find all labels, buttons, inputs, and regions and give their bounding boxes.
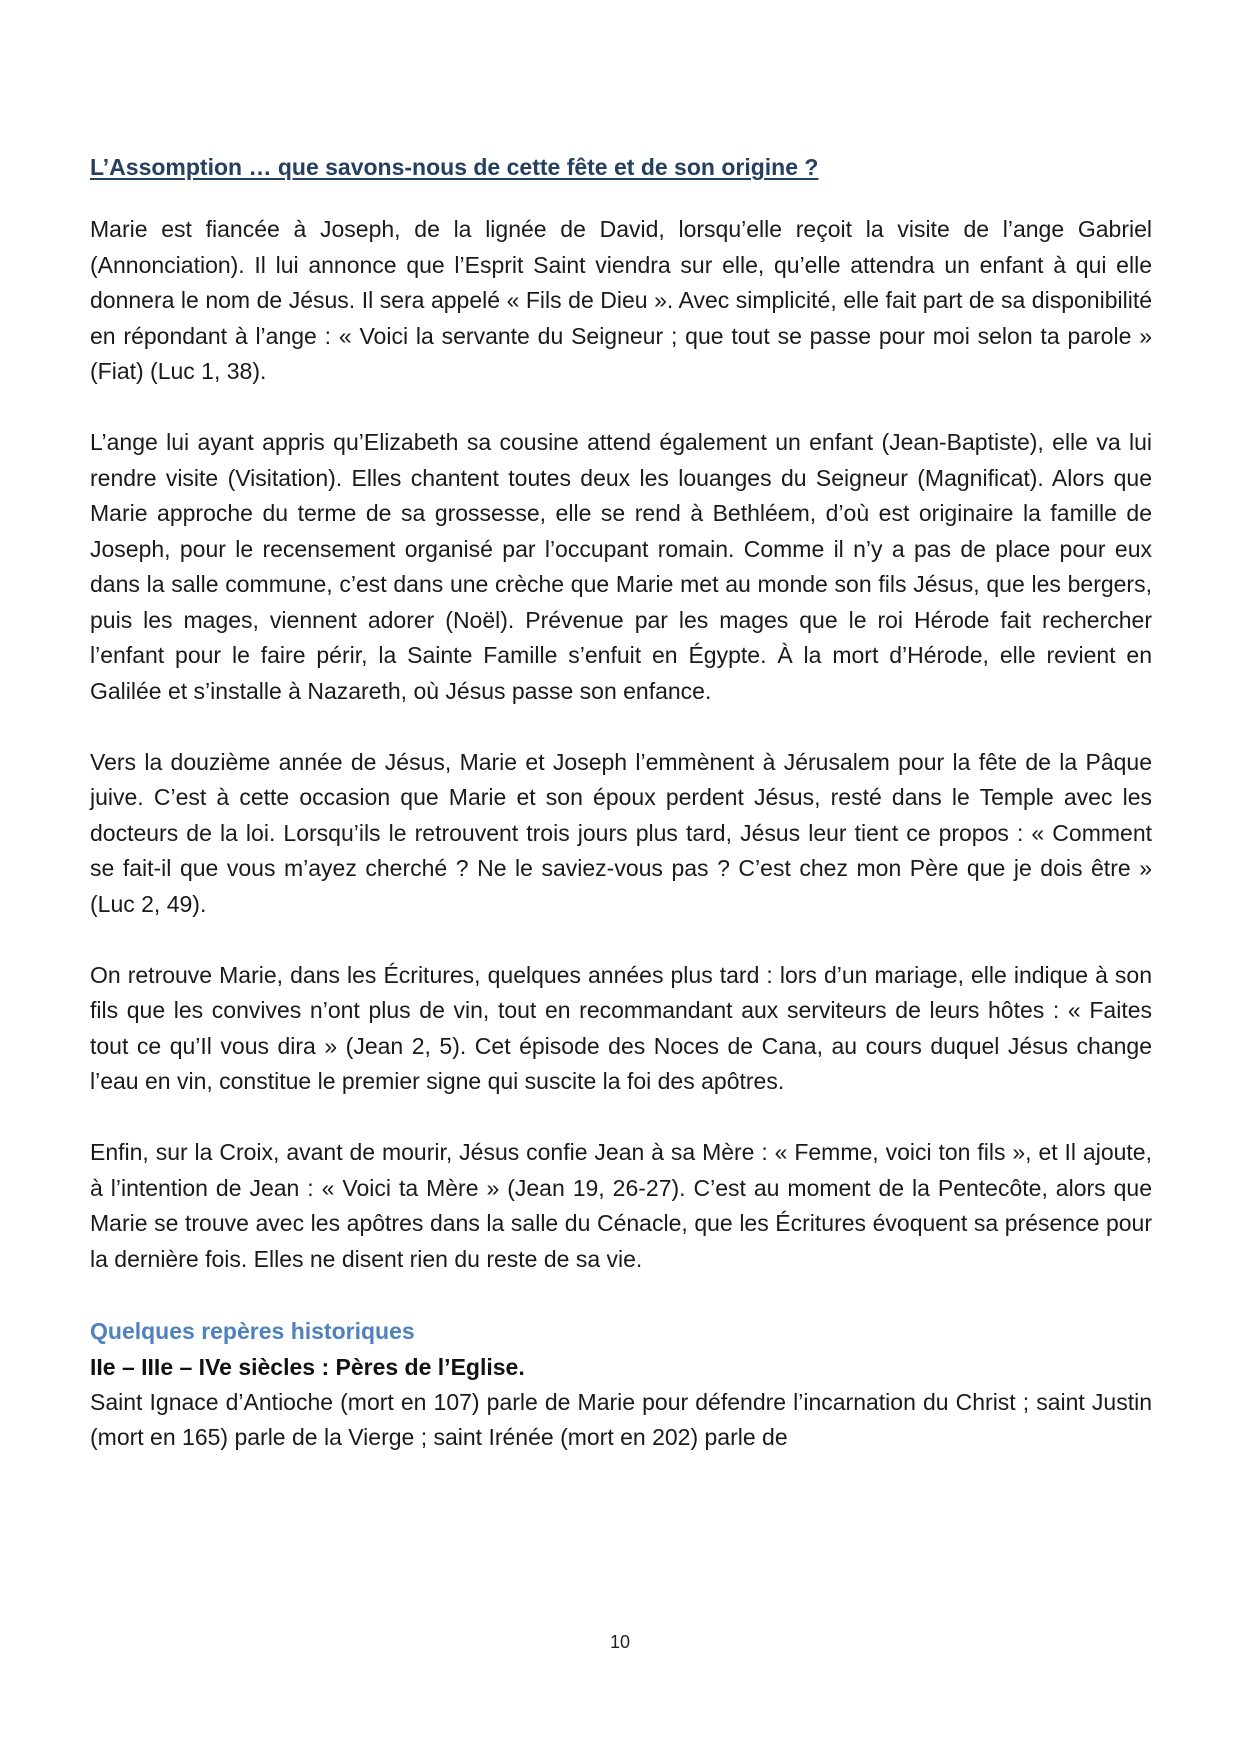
paragraph-cross: Enfin, sur la Croix, avant de mourir, Jésus confie Jean à sa Mère : « Femme, voici ton fils », et Il ajoute, à l’intention de Jean : « Voici ta Mère » (Jean 19, 26-27). C’est au moment de la Pentecôte, alors que Marie se trouve avec les apôtres dans la salle du Cénacle, que les Écritures évoquent sa présence pour la dernière fois. Elles ne disent rien du reste de sa vie. bbox=[90, 1139, 1152, 1272]
page-title: L’Assomption … que savons-nous de cette fête et de son origine ? bbox=[90, 154, 819, 180]
paragraph-cana: On retrouve Marie, dans les Écritures, quelques années plus tard : lors d’un mariage, elle indique à son fils que les convives n’ont plus de vin, tout en recommandant aux serviteurs de leurs hôtes : « Faites tout ce qu’Il vous dira » (Jean 2, 5). Cet épisode des Noces de Cana, au cours duquel Jésus change l’eau en vin, constitue le premier signe qui suscite la foi des apôtres. bbox=[90, 961, 1152, 1094]
paragraph-visitation-nativity: L’ange lui ayant appris qu’Elizabeth sa cousine attend également un enfant (Jean-Baptiste), elle va lui rendre visite (Visitation). Elles chantent toutes deux les louanges du Seigneur (Magnificat). Alors que Marie approche du terme de sa grossesse, elle se rend à Bethléem, d’où est originaire la famille de Joseph, pour le recensement organisé par l’occupant romain. Comme il n’y a pas de place pour eux dans la salle commune, c’est dans une crèche que Marie met au monde son fils Jésus, que les bergers, puis les mages, viennent adorer (Noël). Prévenue par les mages que le roi Hérode fait rechercher l’enfant pour le faire périr, la Sainte Famille s’enfuit en Égypte. À la mort d’Hérode, elle revient en Galilée et s’installe à Nazareth, où Jésus passe son enfance. bbox=[90, 429, 1152, 704]
section-heading: Quelques repères historiques bbox=[90, 1317, 415, 1344]
paragraph-church-fathers: Saint Ignace d’Antioche (mort en 107) parle de Marie pour défendre l’incarnation du Christ ; saint Justin (mort en 165) parle de la Vierge ; saint Irénée (mort en 202) parle de bbox=[90, 1388, 1152, 1450]
page-number: 10 bbox=[609, 1632, 631, 1652]
sub-heading: IIe – IIIe – IVe siècles : Pères de l’Eglise. bbox=[90, 1353, 525, 1380]
paragraph-annunciation: Marie est fiancée à Joseph, de la lignée de David, lorsqu’elle reçoit la visite de l’ange Gabriel (Annonciation). Il lui annonce que l’Esprit Saint viendra sur elle, qu’elle attendra un enfant à qui elle donnera le nom de Jésus. Il sera appelé « Fils de Dieu ». Avec simplicité, elle fait part de sa disponibilité en répondant à l’ange : « Voici la servante du Seigneur ; que tout se passe pour moi selon ta parole » (Fiat) (Luc 1, 38). bbox=[90, 216, 1152, 384]
paragraph-temple: Vers la douzième année de Jésus, Marie et Joseph l’emmènent à Jérusalem pour la fête de la Pâque juive. C’est à cette occasion que Marie et son époux perdent Jésus, resté dans le Temple avec les docteurs de la loi. Lorsqu’ils le retrouvent trois jours plus tard, Jésus leur tient ce propos : « Comment se fait-il que vous m’ayez cherché ? Ne le saviez-vous pas ? C’est chez mon Père que je dois être » (Luc 2, 49). bbox=[90, 748, 1152, 917]
document-page bbox=[90, 150, 1152, 1456]
